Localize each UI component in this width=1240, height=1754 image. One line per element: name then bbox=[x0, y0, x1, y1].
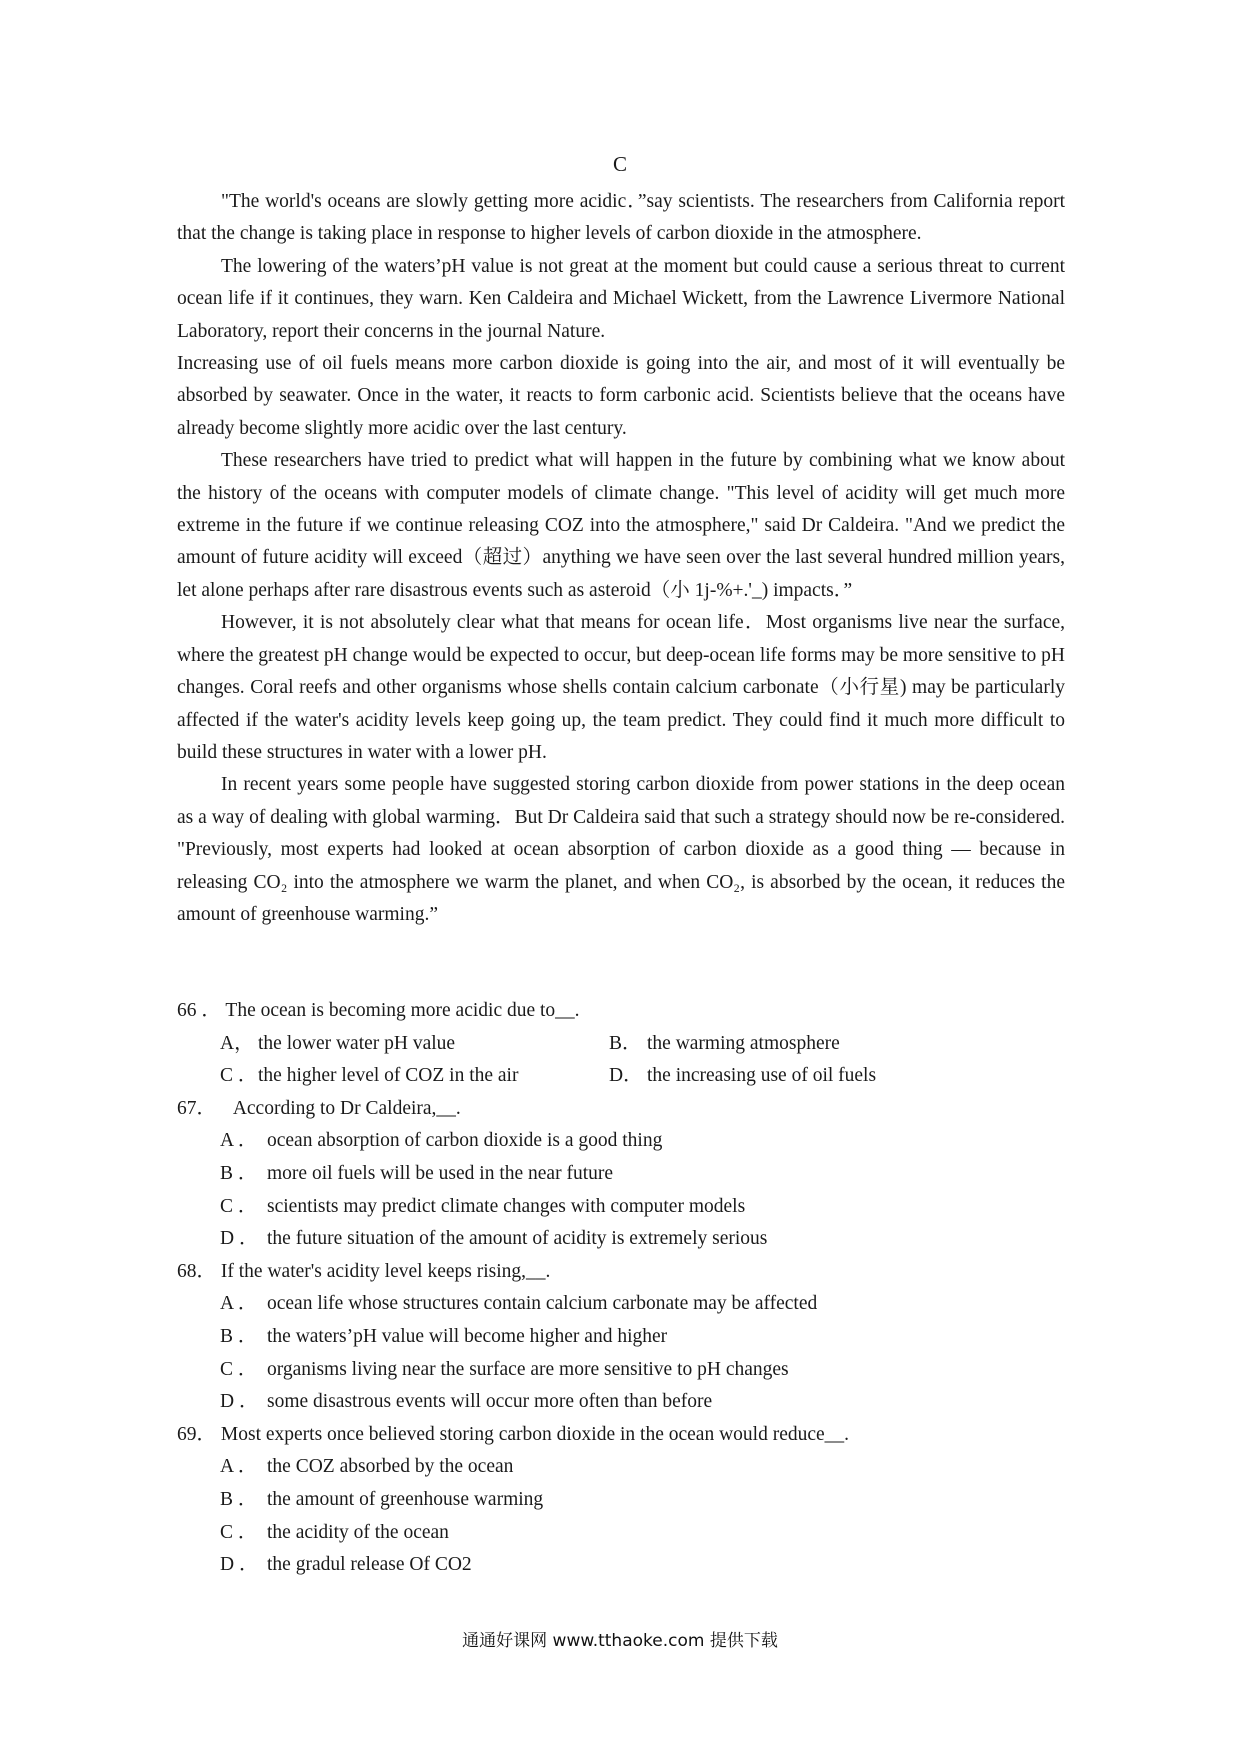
question-text: According to Dr Caldeira,__. bbox=[232, 1097, 461, 1119]
option-letter: D． bbox=[609, 1065, 643, 1087]
option-text: scientists may predict climate changes with computer models bbox=[267, 1195, 746, 1217]
answer-option-d bbox=[220, 1386, 1065, 1419]
answer-options bbox=[177, 1125, 1065, 1255]
answer-option-a bbox=[220, 1288, 1065, 1321]
option-letter: B． bbox=[609, 1032, 642, 1054]
answer-option-c bbox=[220, 1191, 1065, 1224]
answer-option-b bbox=[609, 1028, 1009, 1061]
passage-paragraph: These researchers have tried to predict what will happen in the future by combining what we know about the history of the oceans with computer models of climate change. "This level of acidity will get much more extreme in the future if we continue releasing COZ into the atmosphere," said Dr Caldeira. "And we predict the amount of future acidity will exceed（超过）anything we have seen over the last several hundred million years, let alone perhaps after rare disastrous events such as asteroid（小 1j-%+.'_) impacts．” bbox=[177, 450, 1065, 601]
question-stem bbox=[177, 1093, 1065, 1126]
question-stem bbox=[177, 995, 1065, 1028]
answer-option-c bbox=[220, 1517, 1065, 1550]
option-text: the higher level of COZ in the air bbox=[258, 1065, 519, 1087]
question-66 bbox=[177, 995, 1065, 1093]
page-footer: 通通好课网 www.tthaoke.com 提供下载 bbox=[462, 1631, 778, 1651]
option-letter: B ． bbox=[220, 1162, 258, 1184]
option-text: some disastrous events will occur more often than before bbox=[267, 1391, 713, 1413]
option-letter: C ． bbox=[220, 1065, 258, 1087]
option-letter: C ． bbox=[220, 1195, 258, 1217]
option-text: the amount of greenhouse warming bbox=[267, 1488, 544, 1510]
answer-options bbox=[177, 1028, 1065, 1093]
option-text: the COZ absorbed by the ocean bbox=[267, 1456, 514, 1478]
option-letter: D ． bbox=[220, 1228, 259, 1250]
passage-paragraph: Increasing use of oil fuels means more carbon dioxide is going into the air, and most of it will eventually be absorbed by seawater. Once in the water, it reacts to form carbonic acid. Scientists believe that the oceans have already become slightly more acidic over the last century. bbox=[177, 353, 1065, 439]
option-letter: C ． bbox=[220, 1521, 258, 1543]
option-letter: C ． bbox=[220, 1358, 258, 1380]
option-text: the increasing use of oil fuels bbox=[647, 1065, 877, 1087]
answer-option-b bbox=[220, 1158, 1065, 1191]
option-text: organisms living near the surface are more sensitive to pH changes bbox=[267, 1358, 789, 1380]
option-letter: A ． bbox=[220, 1456, 258, 1478]
option-letter: B ． bbox=[220, 1325, 258, 1347]
passage-paragraph: In recent years some people have suggested storing carbon dioxide from power stations in the deep ocean as a way of dealing with global warming．But Dr Caldeira said that such a strategy should now be re-considered. "Previously, most experts had looked at ocean absorption of carbon dioxide as a good thing — because in releasing CO₂ into the atmosphere we warm the planet, and when CO₂, is absorbed by the ocean, it reduces the amount of greenhouse warming.” bbox=[177, 774, 1065, 925]
option-text: the gradul release Of CO2 bbox=[267, 1554, 472, 1576]
answer-option-b bbox=[220, 1484, 1065, 1517]
answer-option-c bbox=[220, 1354, 1065, 1387]
option-text: the future situation of the amount of acidity is extremely serious bbox=[267, 1228, 768, 1250]
answer-option-d bbox=[609, 1060, 1009, 1093]
option-text: more oil fuels will be used in the near future bbox=[267, 1162, 614, 1184]
answer-option-a bbox=[220, 1125, 1065, 1158]
question-stem bbox=[177, 1256, 1065, 1289]
section-letter: C bbox=[612, 152, 627, 176]
question-number: 67． bbox=[177, 1097, 217, 1119]
answer-option-c bbox=[220, 1060, 609, 1093]
answer-option-a bbox=[220, 1451, 1065, 1484]
question-number: 68． bbox=[177, 1260, 217, 1282]
option-text: the warming atmosphere bbox=[647, 1032, 840, 1054]
question-text: If the water's acidity level keeps rising,__. bbox=[220, 1260, 551, 1282]
answer-option-d bbox=[220, 1223, 1065, 1256]
passage-paragraph: However, it is not absolutely clear what that means for ocean life．Most organisms live near the surface, where the greatest pH change would be expected to occur, but deep-ocean life forms may be more sensitive to pH changes. Coral reefs and other organisms whose shells contain calcium carbonate（小行星) may be particularly affected if the water's acidity levels keep going up, the team predict. They could find it much more difficult to build these structures in water with a lower pH. bbox=[177, 612, 1065, 763]
passage-paragraph: "The world's oceans are slowly getting more acidic．”say scientists. The researchers from California report that the change is taking place in response to higher levels of carbon dioxide in the atmosphere. bbox=[177, 191, 1065, 245]
question-text: The ocean is becoming more acidic due to__. bbox=[225, 1000, 580, 1021]
question-number: 69． bbox=[177, 1423, 217, 1445]
answer-options bbox=[177, 1451, 1065, 1581]
option-letter: B ． bbox=[220, 1488, 258, 1510]
option-letter: D ． bbox=[220, 1554, 259, 1576]
option-letter: A ． bbox=[220, 1130, 258, 1152]
question-stem bbox=[177, 1419, 1065, 1452]
reading-passage bbox=[177, 186, 1065, 931]
question-list bbox=[177, 995, 1065, 1582]
question-68 bbox=[177, 1256, 1065, 1419]
option-text: the waters’pH value will become higher and higher bbox=[267, 1325, 668, 1347]
option-letter: A ． bbox=[220, 1293, 258, 1315]
option-letter: A， bbox=[220, 1032, 254, 1054]
question-69 bbox=[177, 1419, 1065, 1582]
answer-option-b bbox=[220, 1321, 1065, 1354]
question-text: Most experts once believed storing carbon dioxide in the ocean would reduce__. bbox=[220, 1423, 850, 1445]
option-text: the lower water pH value bbox=[258, 1032, 456, 1054]
option-letter: D ． bbox=[220, 1391, 259, 1413]
question-number: 66 ． bbox=[177, 1000, 221, 1021]
option-text: ocean life whose structures contain calcium carbonate may be affected bbox=[267, 1293, 818, 1315]
answer-options bbox=[177, 1288, 1065, 1418]
answer-option-a bbox=[220, 1028, 609, 1061]
answer-option-d bbox=[220, 1549, 1065, 1582]
option-text: ocean absorption of carbon dioxide is a good thing bbox=[267, 1130, 663, 1152]
question-67 bbox=[177, 1093, 1065, 1256]
option-text: the acidity of the ocean bbox=[267, 1521, 449, 1543]
passage-paragraph: The lowering of the waters’pH value is not great at the moment but could cause a serious threat to current ocean life if it continues, they warn. Ken Caldeira and Michael Wickett, from the Lawrence Livermore National Laboratory, report their concerns in the journal Nature. bbox=[177, 255, 1065, 342]
